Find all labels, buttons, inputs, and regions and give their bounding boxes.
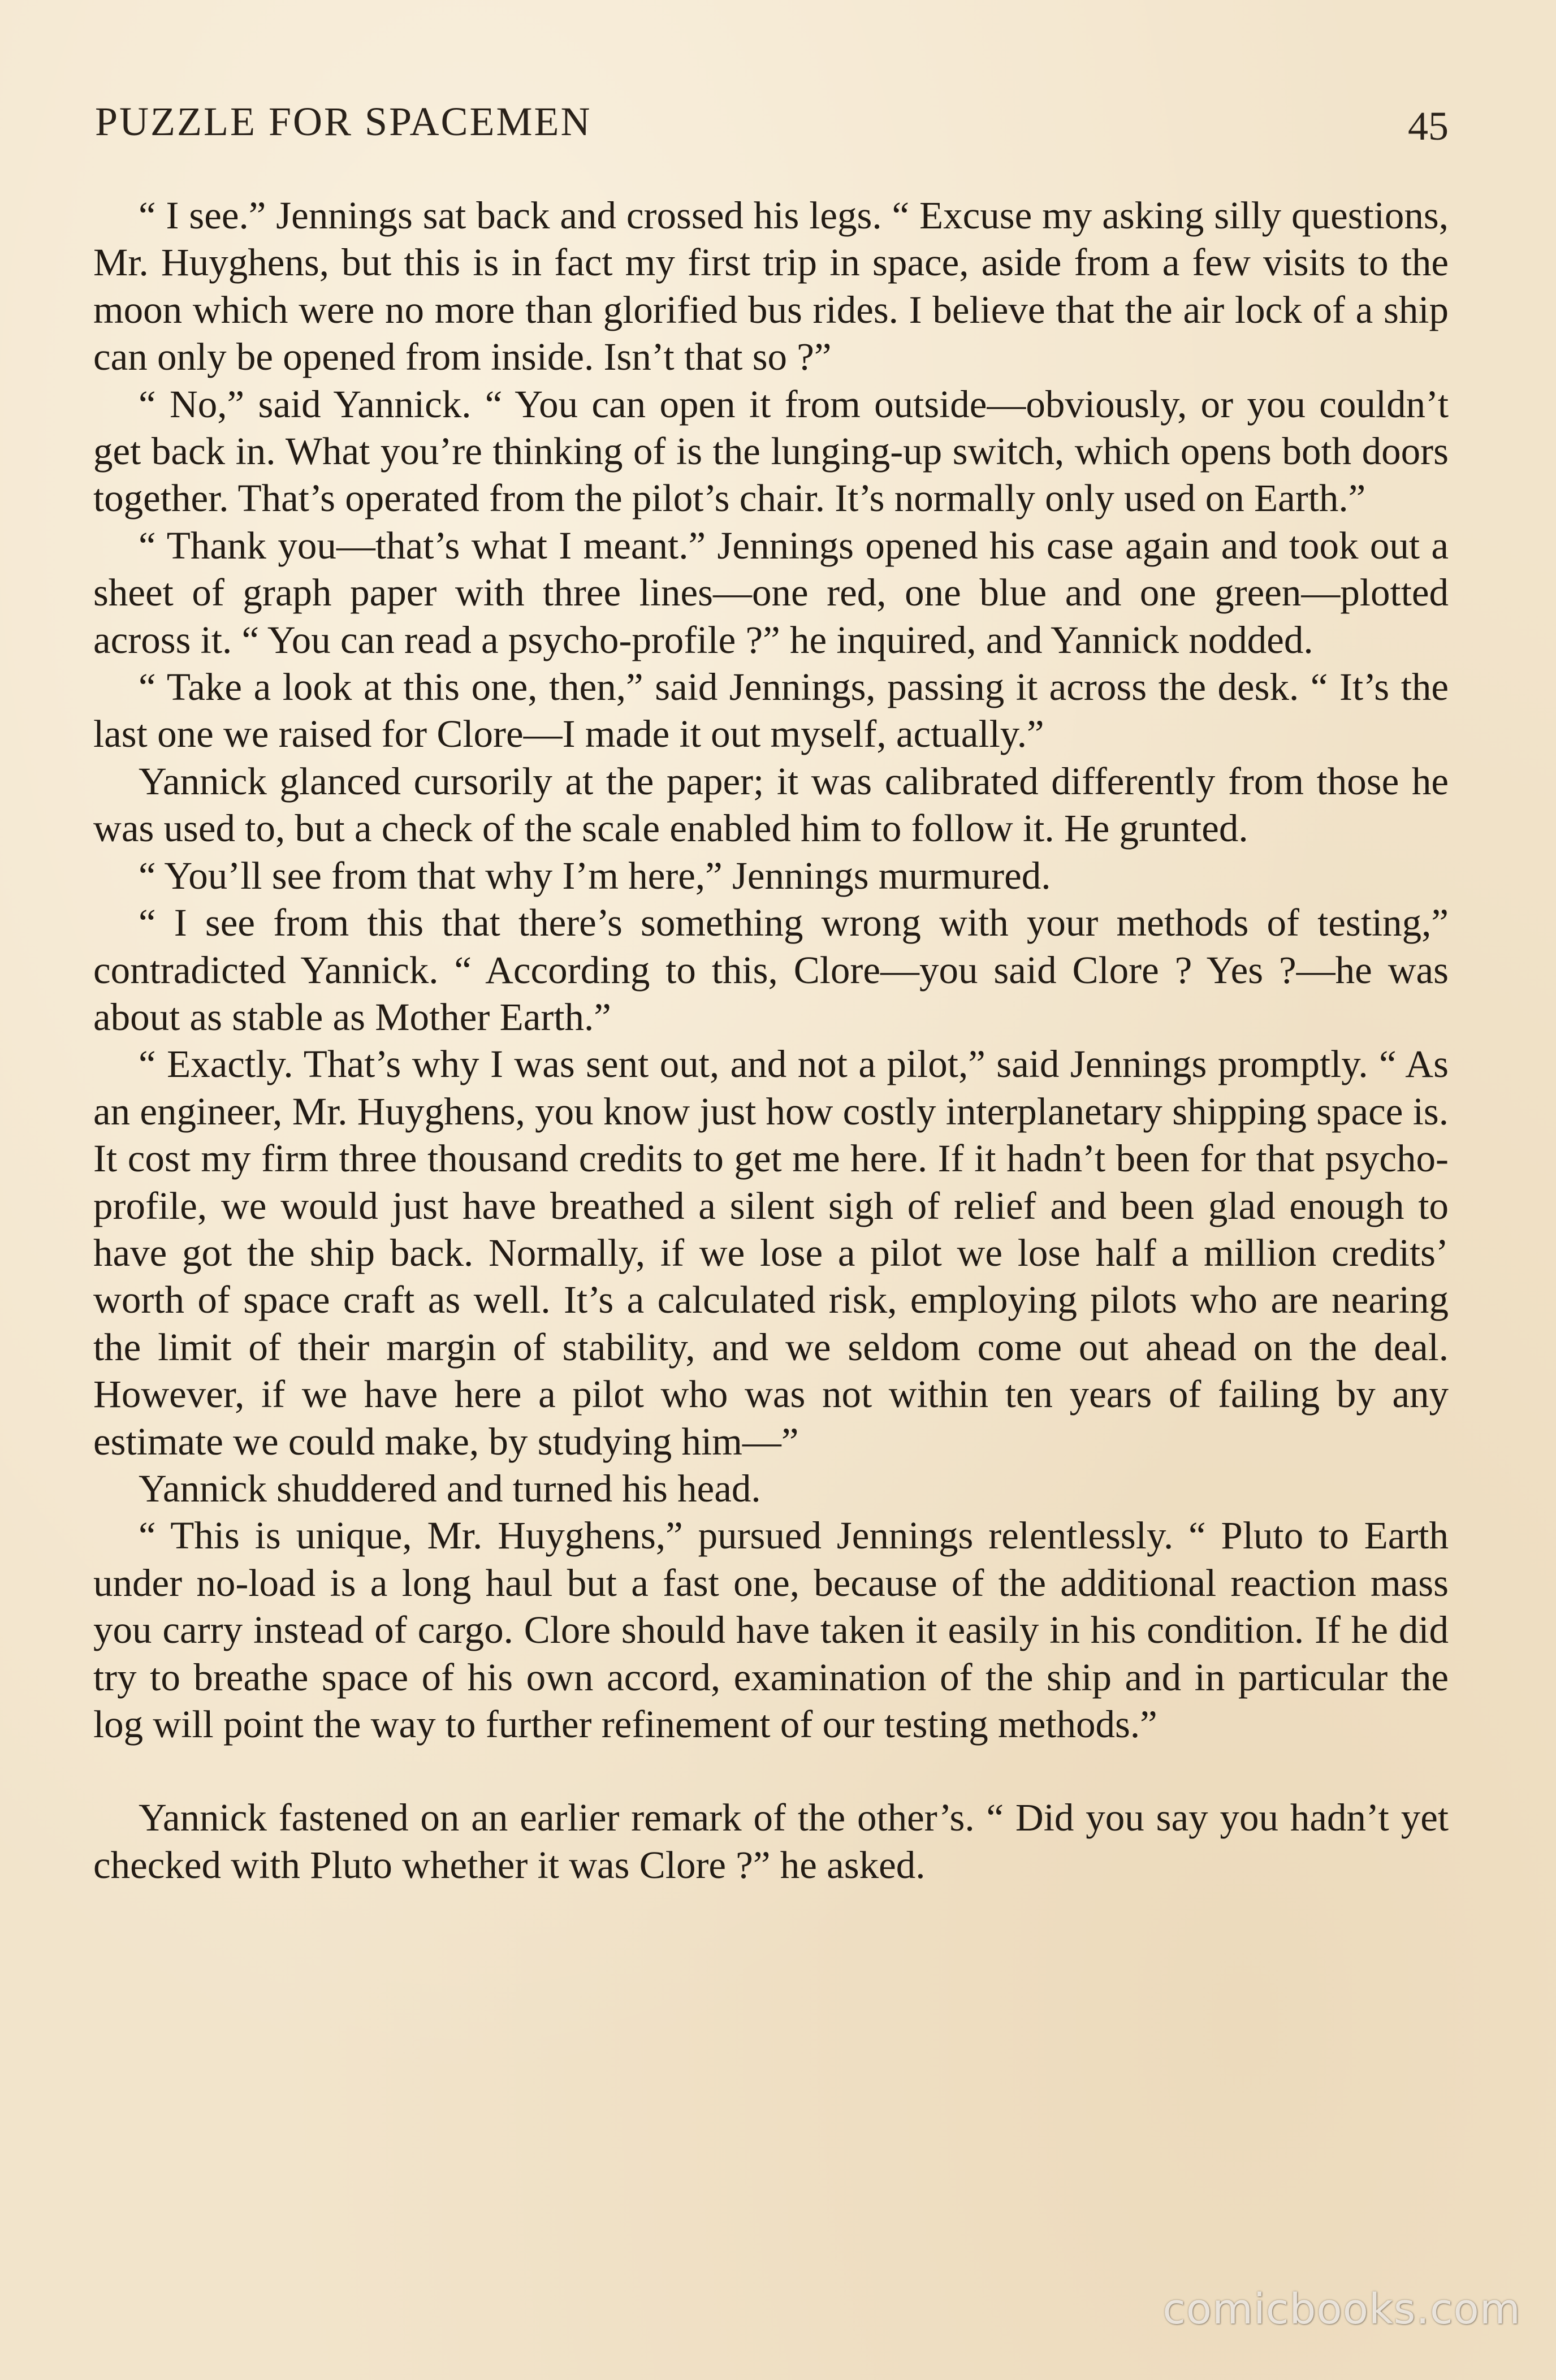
paragraph: “ I see from this that there’s something wrong with your methods of testing,” contradicted Yannick. “ According to this, Clore—you said Clore ? Yes ?—he was about as stable as Mother Earth.” bbox=[93, 901, 1449, 1038]
paragraph: Yannick shuddered and turned his head. bbox=[139, 1466, 761, 1510]
paragraph: “ Thank you—that’s what I meant.” Jennings opened his case again and took out a sheet of graph paper with three lines—one red, one blue and one green—plotted across it. “ You can read a psycho-profile ?” he inquired, and Yannick nodded. bbox=[93, 523, 1449, 661]
paragraph: “ This is unique, Mr. Huyghens,” pursued Jennings relentlessly. “ Pluto to Earth under no-load is a long haul but a fast one, because of the additional reaction mass you carry instead of cargo. Clore should have taken it easily in his condition. If he did try to breathe space of his own accord, examination of the ship and in particular the log will point the way to further refinement of our testing methods.” bbox=[93, 1514, 1449, 1746]
watermark-logo: comicbooks.com bbox=[1162, 2285, 1521, 2334]
paragraph: “ I see.” Jennings sat back and crossed his legs. “ Excuse my asking silly questions, Mr. Huyghens, but this is in fact my first trip in space, aside from a few visits to the moon which were no more than glorified bus rides. I believe that the air lock of a ship can only be opened from inside. Isn’t that so ?” bbox=[93, 194, 1449, 379]
page-number: 45 bbox=[1408, 103, 1449, 149]
paragraph: Yannick glanced cursorily at the paper; it was calibrated differently from those he was used to, but a check of the scale enabled him to follow it. He grunted. bbox=[93, 759, 1449, 850]
paragraph: Yannick fastened on an earlier remark of the other’s. “ Did you say you hadn’t yet checked with Pluto whether it was Clore ?” he asked. bbox=[93, 1796, 1449, 1886]
paragraph: “ You’ll see from that why I’m here,” Jennings murmured. bbox=[139, 854, 1051, 897]
paragraph: “ No,” said Yannick. “ You can open it from outside—obviously, or you couldn’t get back in. What you’re thinking of is the lunging-up switch, which opens both doors together. That’s operated from the pilot’s chair. It’s normally only used on Earth.” bbox=[93, 382, 1449, 520]
body-text bbox=[93, 192, 1449, 1889]
running-title: PUZZLE FOR SPACEMEN bbox=[95, 99, 592, 144]
paragraph: “ Take a look at this one, then,” said Jennings, passing it across the desk. “ It’s the last one we raised for Clore—I made it out myself, actually.” bbox=[93, 665, 1449, 756]
paragraph: “ Exactly. That’s why I was sent out, and not a pilot,” said Jennings promptly. “ As an engineer, Mr. Huyghens, you know just how costly interplanetary shipping space is. It cost my firm three thousand credits to get me here. If it hadn’t been for that psycho-profile, we would just have breathed a silent sigh of relief and been glad enough to have got the ship back. Normally, if we lose a pilot we lose half a million credits’ worth of space craft as well. It’s a calculated risk, employing pilots who are nearing the limit of their margin of stability, and we seldom come out ahead on the deal. However, if we have here a pilot who was not within ten years of failing by any estimate we could make, by studying him—” bbox=[93, 1042, 1449, 1463]
running-header bbox=[95, 96, 1449, 147]
